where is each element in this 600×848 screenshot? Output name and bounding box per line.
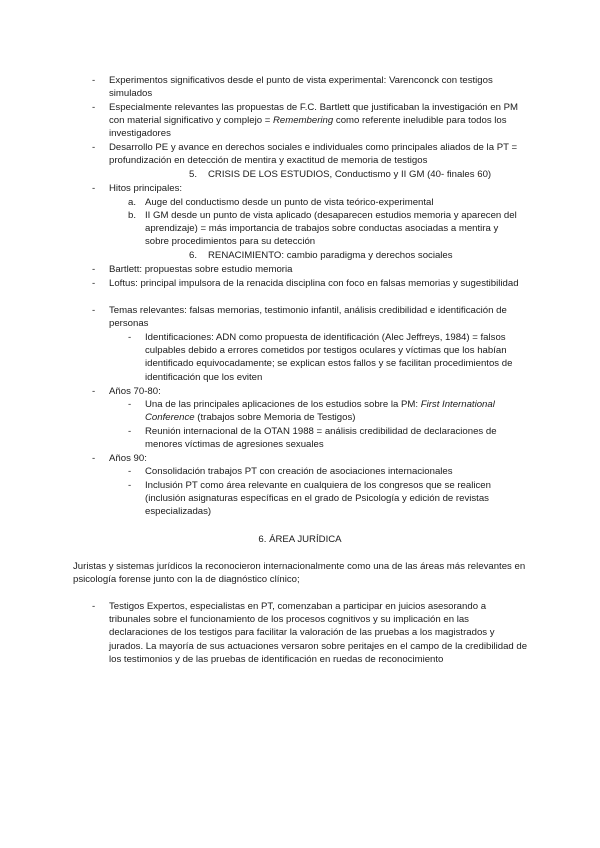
list-item-text: Hitos principales: — [109, 183, 183, 194]
bullet-dash: - — [92, 183, 96, 194]
bullet-dash: - — [92, 75, 96, 86]
bullet-dash: - — [92, 453, 96, 464]
bullet-dash: - — [92, 386, 96, 397]
list-item-text: Años 70-80: — [109, 386, 161, 397]
bullet-dash: - — [92, 278, 96, 289]
sub-list-item-text: Consolidación trabajos PT con creación de asociaciones internacionales — [145, 466, 453, 477]
text-run: como referente ineludible para todos los investigadores — [109, 115, 507, 140]
sub-list-item-text — [145, 398, 523, 424]
bullet-dash: - — [92, 102, 96, 113]
heading-text: CRISIS DE LOS ESTUDIOS, Conductismo y II GM (40- finales 60) — [208, 169, 492, 180]
bullet-dash: - — [92, 305, 96, 316]
sub-list-item-text: Auge del conductismo desde un punto de vista teórico-experimental — [145, 197, 434, 208]
sub-list-item-text: Inclusión PT como área relevante en cualquiera de los congresos que se realicen (inclusión asignaturas específicas en el grado de Psicología y edición de revistas especializadas) — [145, 480, 491, 518]
sub-list-marker: a. — [128, 197, 137, 208]
bullet-dash: - — [128, 399, 132, 410]
heading-number: 5. — [189, 169, 198, 180]
bullet-dash: - — [128, 480, 132, 491]
list-item-text — [109, 101, 524, 141]
heading-text: RENACIMIENTO: cambio paradigma y derechos sociales — [208, 250, 453, 261]
list-item-text: Testigos Expertos, especialistas en PT, comenzaban a participar en juicios asesorando a tribunales sobre el funcionamiento de los procesos cognitivos y su implicación en las declaraciones de los testigos para facilitar la valoración de las pruebas a los magistrados y jurados. La mayoría de sus actuaciones versaron sobre peritajes en el campo de la credibilidad de los testimonios y de las pruebas de identificación en ruedas de reconocimiento — [109, 601, 528, 665]
bullet-dash: - — [92, 142, 96, 153]
sub-list-item-text: Reunión internacional de la OTAN 1988 = análisis credibilidad de declaraciones de menores víctimas de agresiones sexuales — [145, 426, 497, 451]
text-run: Especialmente relevantes las propuestas de F.C. Bartlett que justificaban la investigación en PM con material significativo y complejo = — [109, 102, 519, 127]
italic-title: Remembering — [272, 115, 334, 127]
text-run: (trabajos sobre Memoria de Testigos) — [194, 412, 356, 424]
bullet-dash: - — [92, 601, 96, 612]
bullet-dash: - — [128, 426, 132, 437]
list-item-text: Años 90: — [109, 453, 147, 464]
italic-title: First International Conference — [145, 399, 495, 424]
sub-list-item-text: II GM desde un punto de vista aplicado (desaparecen estudios memoria y aparecen del aprendizaje) = más importancia de trabajos sobre conductas asociadas a mentira y sobre procedimientos para su detección — [145, 210, 517, 248]
text-run: Una de las principales aplicaciones de los estudios sobre la PM: — [145, 399, 421, 410]
sub-list-item-text: Identificaciones: ADN como propuesta de identificación (Alec Jeffreys, 1984) = falsos culpables debido a errores cometidos por testigos oculares y víctimas que los habían identificado equivocadamente; se explican estos fallos y se facilitan procedimientos de identificación que los eviten — [145, 332, 513, 383]
bullet-dash: - — [128, 466, 132, 477]
body-paragraph: Juristas y sistemas jurídicos la reconocieron internacionalmente como una de las áreas más relevantes en psicología forense junto con la de diagnóstico clínico; — [73, 561, 526, 586]
list-item-text: Temas relevantes: falsas memorias, testimonio infantil, análisis credibilidad e identificación de personas — [109, 305, 507, 330]
section-title: 6. ÁREA JURÍDICA — [258, 534, 342, 545]
list-item-text: Bartlett: propuestas sobre estudio memoria — [109, 264, 293, 275]
bullet-dash: - — [128, 332, 132, 343]
bullet-dash: - — [92, 264, 96, 275]
list-item-text: Loftus: principal impulsora de la renacida disciplina con foco en falsas memorias y sugestibilidad — [109, 278, 519, 289]
heading-number: 6. — [189, 250, 198, 261]
list-item-text: Desarrollo PE y avance en derechos sociales e individuales como principales aliados de la PT = profundización en detección de mentira y exactitud de memoria de testigos — [109, 142, 518, 167]
list-item-text: Experimentos significativos desde el punto de vista experimental: Varenconck con testigos simulados — [109, 75, 493, 100]
sub-list-marker: b. — [128, 210, 137, 221]
